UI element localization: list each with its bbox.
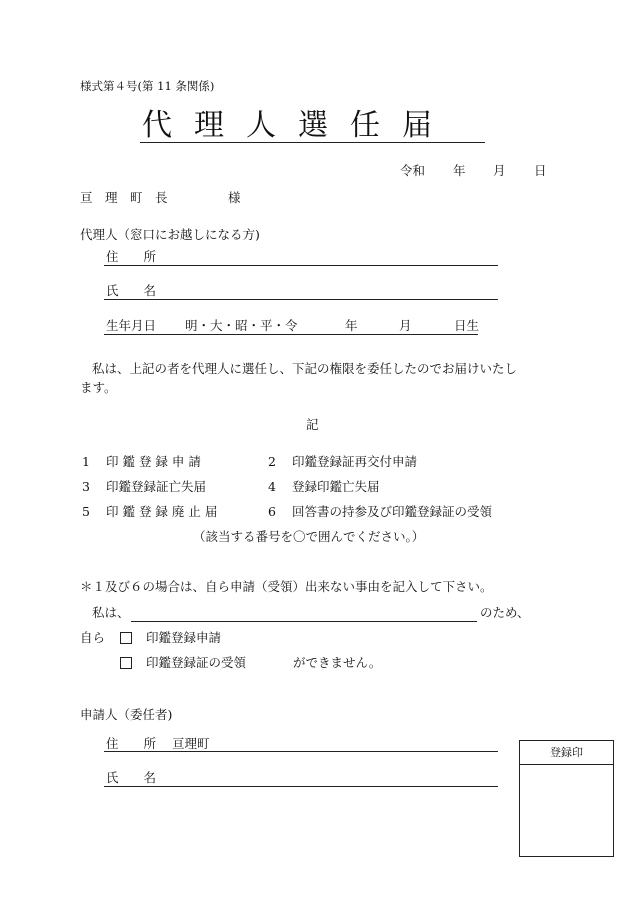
statement-line-2: ます。 (80, 380, 117, 395)
item-number: 2 (268, 454, 276, 469)
item-label: 印鑑登録証再交付申請 (292, 454, 418, 469)
reason-prefix: 私は、 (92, 605, 130, 620)
items-note: （該当する番号を〇で囲んでください。） (193, 529, 425, 544)
item-number: 6 (268, 504, 276, 519)
item-number: 3 (82, 479, 90, 494)
addressee-town: 亘 理 町 長 (80, 190, 168, 205)
item-label: 印鑑登録証亡失届 (106, 479, 207, 494)
form-number: 様式第４号(第 11 条関係) (80, 79, 215, 93)
agent-address-field[interactable] (104, 265, 498, 266)
checkbox-seal-registration[interactable] (120, 632, 132, 644)
item-label: 印 鑑 登 録 廃 止 届 (106, 504, 218, 519)
item-label: 印 鑑 登 録 申 請 (106, 454, 201, 469)
ki-heading: 記 (306, 417, 319, 432)
agent-birth-eras: 明・大・昭・平・令 (185, 318, 298, 333)
agent-name-label: 氏 名 (106, 283, 157, 298)
reason-suffix: のため、 (480, 605, 530, 620)
agent-birth-day-label: 日生 (454, 318, 480, 333)
applicant-address-field[interactable] (104, 751, 498, 752)
addressee-honorific: 様 (228, 190, 241, 205)
item-number: 4 (268, 479, 276, 494)
item-label: 回答書の持参及び印鑑登録証の受領 (292, 504, 493, 519)
item-number: 1 (82, 454, 90, 469)
checkbox-card-receipt[interactable] (120, 657, 132, 669)
agent-birth-label: 生年月日 (106, 318, 157, 333)
date-day-label: 日 (534, 163, 547, 178)
reason-note: ＊１及び６の場合は、自ら申請（受領）出来ない事由を記入して下さい。 (80, 579, 493, 594)
agent-birth-month-label: 月 (399, 318, 412, 333)
date-year-label: 年 (453, 163, 466, 178)
agent-birth-field[interactable] (104, 334, 478, 335)
option-card-receipt: 印鑑登録証の受領 (146, 655, 247, 670)
statement-line-1: 私は、上記の者を代理人に選任し、下記の権限を委任したのでお届けいたし (92, 361, 518, 376)
reason-field[interactable] (131, 621, 477, 622)
title-underline (140, 142, 485, 143)
self-label: 自ら (80, 630, 106, 645)
applicant-name-field[interactable] (104, 786, 498, 787)
agent-name-field[interactable] (104, 299, 498, 300)
cannot-text: ができません。 (293, 655, 382, 670)
registered-seal-label: 登録印 (520, 741, 613, 765)
applicant-address-value: 亘理町 (172, 736, 210, 751)
item-label: 登録印鑑亡失届 (292, 479, 380, 494)
registered-seal-box (519, 740, 614, 857)
applicant-name-label: 氏 名 (106, 770, 157, 785)
date-month-label: 月 (493, 163, 506, 178)
agent-birth-year-label: 年 (345, 318, 358, 333)
applicant-address-label: 住 所 (106, 736, 157, 751)
option-seal-registration: 印鑑登録申請 (146, 630, 222, 645)
agent-heading: 代理人（窓口にお越しになる方) (80, 227, 260, 242)
date-era: 令和 (400, 163, 426, 178)
document-title: 代理人選任届 (142, 108, 454, 143)
item-number: 5 (82, 504, 90, 519)
applicant-heading: 申請人（委任者) (80, 707, 173, 722)
agent-address-label: 住 所 (106, 249, 157, 264)
